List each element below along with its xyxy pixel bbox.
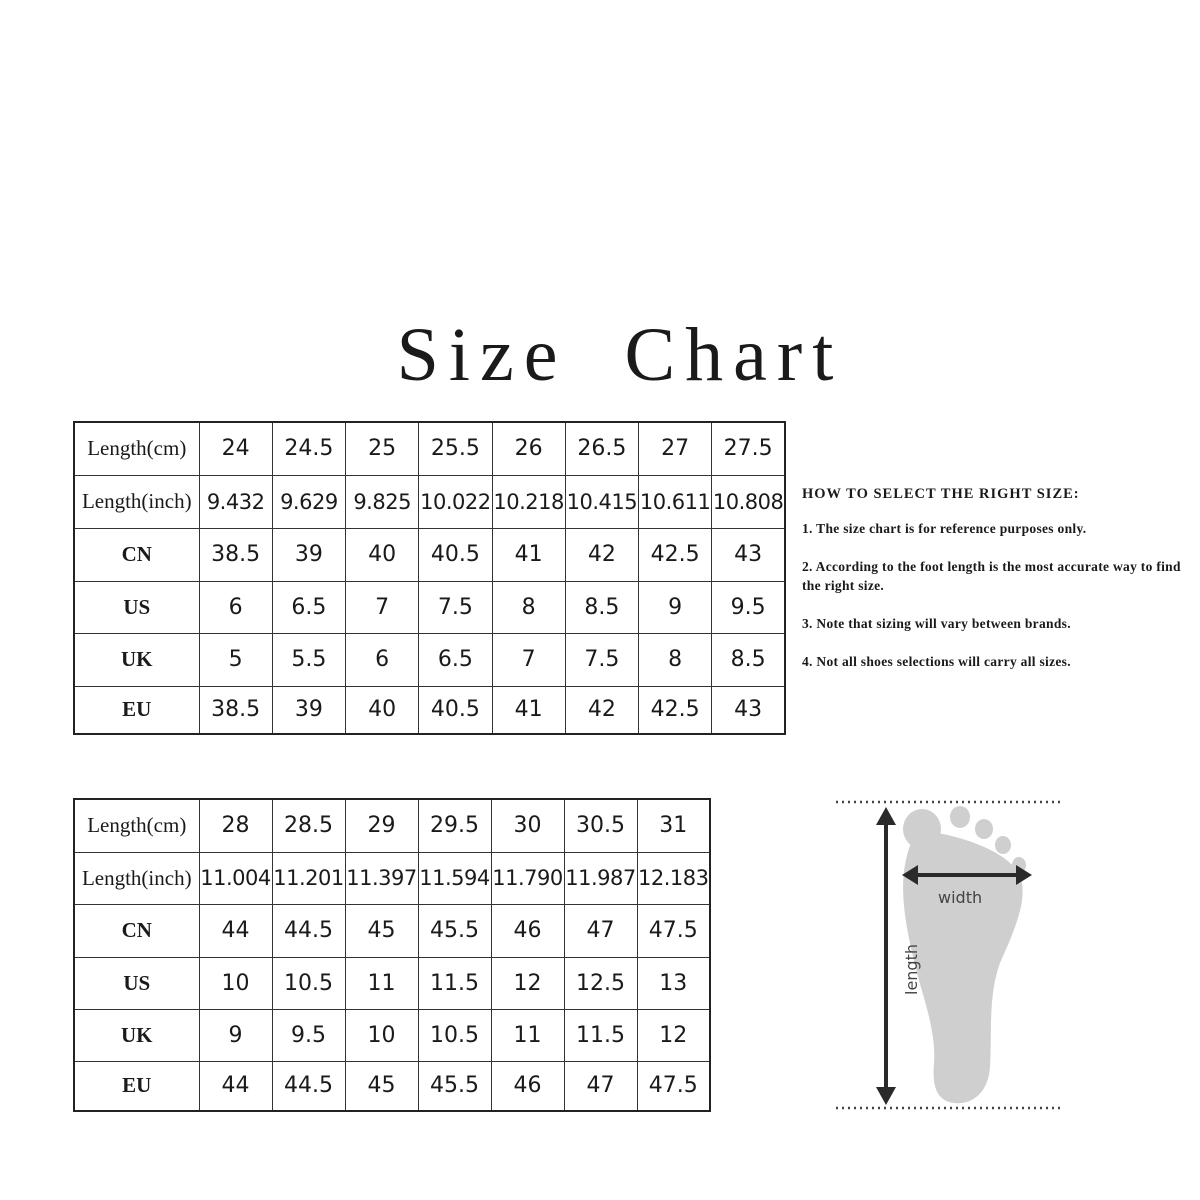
table-cell: 9: [199, 1009, 272, 1061]
table-cell: 11.790: [491, 852, 564, 904]
table-row: [74, 581, 785, 633]
table-cell: 5.5: [272, 633, 345, 686]
table-cell: 41: [492, 686, 565, 734]
table-cell: 27: [639, 422, 712, 475]
table-cell: 40: [346, 686, 419, 734]
table-row: [74, 422, 785, 475]
row-header: EU: [74, 1061, 199, 1111]
table-cell: 10.5: [272, 957, 345, 1009]
table-cell: 12: [491, 957, 564, 1009]
table-cell: 44.5: [272, 1061, 345, 1111]
table-cell: 38.5: [199, 528, 272, 581]
table-cell: 10.415: [565, 475, 638, 528]
row-header: UK: [74, 633, 199, 686]
table-cell: 10.5: [418, 1009, 491, 1061]
table-cell: 8: [492, 581, 565, 633]
table-cell: 11: [345, 957, 418, 1009]
table-row: [74, 852, 710, 904]
table-cell: 9.432: [199, 475, 272, 528]
table-cell: 11.397: [345, 852, 418, 904]
table-cell: 10: [345, 1009, 418, 1061]
table-cell: 11.594: [418, 852, 491, 904]
size-table-1: [73, 421, 786, 735]
table-cell: 28: [199, 799, 272, 852]
table-cell: 30.5: [564, 799, 637, 852]
table-row: [74, 799, 710, 852]
table-cell: 9: [639, 581, 712, 633]
foot-sole: [903, 831, 1023, 1103]
size-table-2: [73, 798, 711, 1112]
row-header: CN: [74, 904, 199, 957]
row-header: US: [74, 581, 199, 633]
table-cell: 24.5: [272, 422, 345, 475]
table-cell: 42.5: [639, 686, 712, 734]
table-cell: 12.183: [637, 852, 710, 904]
table-cell: 42.5: [639, 528, 712, 581]
table-cell: 40.5: [419, 686, 492, 734]
table-cell: 40.5: [419, 528, 492, 581]
length-arrow-bottom: [876, 1087, 896, 1105]
notes-heading: HOW TO SELECT THE RIGHT SIZE:: [802, 486, 1080, 502]
page-title: Size Chart: [396, 313, 844, 397]
toe: [995, 836, 1011, 854]
toe: [950, 806, 970, 828]
note-item: 2. According to the foot length is the most accurate way to find the right size.: [802, 559, 1181, 593]
table-cell: 11.5: [564, 1009, 637, 1061]
table-cell: 43: [712, 528, 785, 581]
table-cell: 12: [637, 1009, 710, 1061]
table-row: [74, 686, 785, 734]
row-header: Length(cm): [74, 422, 199, 475]
table-row: [74, 904, 710, 957]
table-cell: 46: [491, 1061, 564, 1111]
table-cell: 7.5: [419, 581, 492, 633]
table-cell: 29.5: [418, 799, 491, 852]
table-cell: 13: [637, 957, 710, 1009]
row-header: Length(inch): [74, 475, 199, 528]
row-header: UK: [74, 1009, 199, 1061]
table-row: [74, 633, 785, 686]
note-item: 1. The size chart is for reference purposes only.: [802, 521, 1087, 536]
table-cell: 42: [565, 686, 638, 734]
table-cell: 47.5: [637, 904, 710, 957]
table-cell: 10.808: [712, 475, 785, 528]
table-cell: 6.5: [419, 633, 492, 686]
table-cell: 25.5: [419, 422, 492, 475]
table-cell: 45: [345, 904, 418, 957]
note-item: 3. Note that sizing will vary between brands.: [802, 616, 1071, 631]
table-cell: 47: [564, 904, 637, 957]
table-cell: 11: [491, 1009, 564, 1061]
table-cell: 30: [491, 799, 564, 852]
table-cell: 9.5: [272, 1009, 345, 1061]
table-cell: 42: [565, 528, 638, 581]
table-cell: 45.5: [418, 1061, 491, 1111]
table-cell: 43: [712, 686, 785, 734]
row-header: Length(inch): [74, 852, 199, 904]
table-cell: 10: [199, 957, 272, 1009]
table-cell: 45.5: [418, 904, 491, 957]
table-cell: 6: [346, 633, 419, 686]
table-cell: 47: [564, 1061, 637, 1111]
table-row: [74, 475, 785, 528]
table-cell: 47.5: [637, 1061, 710, 1111]
table-cell: 38.5: [199, 686, 272, 734]
table-cell: 28.5: [272, 799, 345, 852]
table-cell: 11.5: [418, 957, 491, 1009]
table-row: [74, 1009, 710, 1061]
table-cell: 41: [492, 528, 565, 581]
row-header: Length(cm): [74, 799, 199, 852]
table-cell: 6: [199, 581, 272, 633]
table-cell: 26: [492, 422, 565, 475]
width-label: width: [938, 888, 983, 907]
table-cell: 10.218: [492, 475, 565, 528]
foot-measure-diagram: [830, 795, 1070, 1115]
table-row: [74, 528, 785, 581]
size-selection-notes: [802, 486, 1182, 690]
table-cell: 11.987: [564, 852, 637, 904]
table-cell: 11.004: [199, 852, 272, 904]
table-cell: 7: [346, 581, 419, 633]
row-header: EU: [74, 686, 199, 734]
table-cell: 45: [345, 1061, 418, 1111]
length-arrow-top: [876, 807, 896, 825]
table-cell: 11.201: [272, 852, 345, 904]
table-cell: 6.5: [272, 581, 345, 633]
table-cell: 8.5: [712, 633, 785, 686]
table-cell: 26.5: [565, 422, 638, 475]
table-cell: 31: [637, 799, 710, 852]
table-cell: 10.611: [639, 475, 712, 528]
table-cell: 44: [199, 1061, 272, 1111]
table-cell: 10.022: [419, 475, 492, 528]
table-cell: 5: [199, 633, 272, 686]
length-label: length: [902, 944, 921, 995]
table-row: [74, 957, 710, 1009]
row-header: US: [74, 957, 199, 1009]
table-cell: 7: [492, 633, 565, 686]
table-cell: 9.629: [272, 475, 345, 528]
table-cell: 44.5: [272, 904, 345, 957]
table-cell: 39: [272, 528, 345, 581]
table-cell: 9.5: [712, 581, 785, 633]
table-cell: 27.5: [712, 422, 785, 475]
note-item: 4. Not all shoes selections will carry all sizes.: [802, 654, 1071, 669]
table-cell: 39: [272, 686, 345, 734]
table-cell: 8: [639, 633, 712, 686]
table-cell: 12.5: [564, 957, 637, 1009]
toe: [975, 819, 993, 839]
table-cell: 46: [491, 904, 564, 957]
table-cell: 25: [346, 422, 419, 475]
table-cell: 24: [199, 422, 272, 475]
foot-illustration: [830, 795, 1070, 1115]
table-cell: 8.5: [565, 581, 638, 633]
table-row: [74, 1061, 710, 1111]
table-cell: 29: [345, 799, 418, 852]
table-cell: 7.5: [565, 633, 638, 686]
table-cell: 9.825: [346, 475, 419, 528]
table-cell: 44: [199, 904, 272, 957]
big-toe: [903, 809, 941, 849]
row-header: CN: [74, 528, 199, 581]
table-cell: 40: [346, 528, 419, 581]
